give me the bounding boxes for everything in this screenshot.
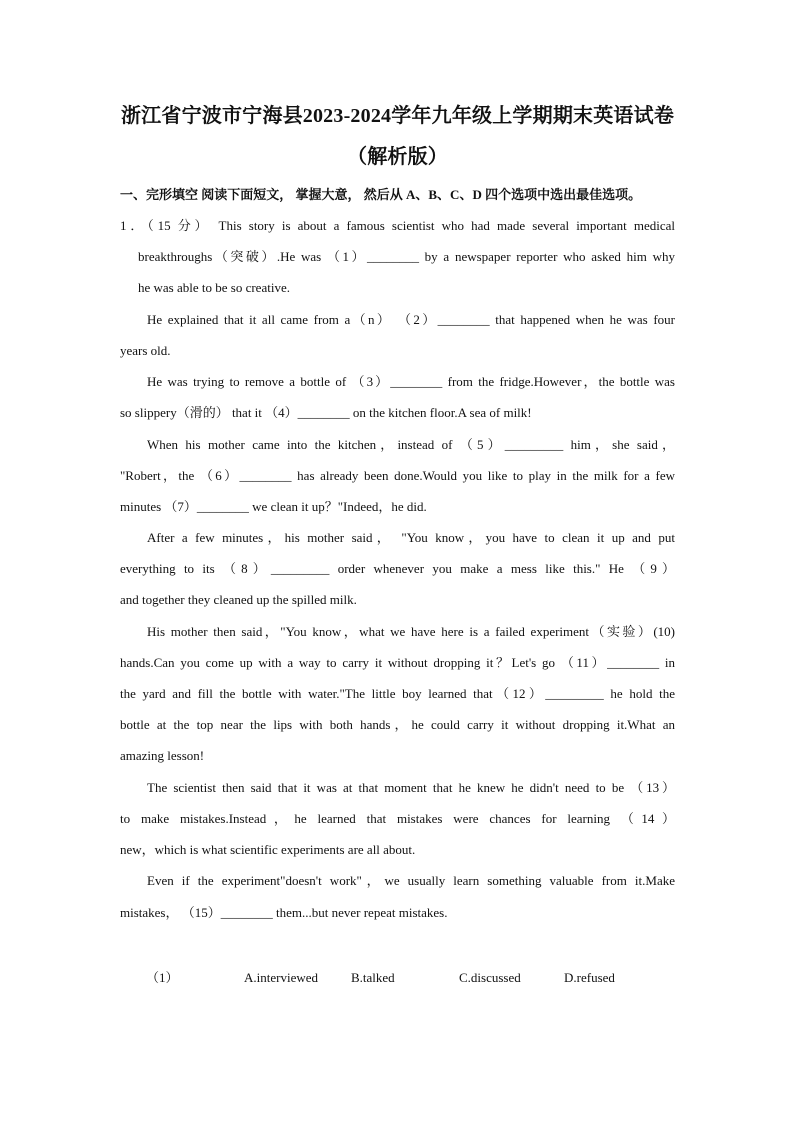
passage-line: years old. <box>120 343 171 358</box>
page-subtitle: （解析版） <box>347 146 448 168</box>
page-title: 浙江省宁波市宁海县2023-2024学年九年级上学期期末英语试卷 <box>120 105 675 127</box>
passage-line: Even if the experiment"doesn't work"，we usually learn something valuable from it.Make <box>147 873 675 888</box>
passage-line: he was able to be so creative. <box>138 280 290 295</box>
passage-line: new，which is what scientific experiments are all about. <box>120 842 416 857</box>
passage-line: breakthroughs（突破）.He was （1）________ by a newspaper reporter who asked him why <box>138 249 675 264</box>
option-d: D.refused <box>564 970 615 985</box>
passage-line: everything to its （8）_________ order whenever you make a mess like this." He （9） <box>120 561 675 576</box>
passage-line: His mother then said，"You know，what we have here is a failed experiment（实验）(10) <box>147 624 675 639</box>
passage-line: When his mother came into the kitchen，instead of （5）_________ him，she said， <box>147 437 675 452</box>
passage-line: to make mistakes.Instead，he learned that mistakes were chances for learning （14） <box>120 811 676 826</box>
passage-line: mistakes， （15）________ them...but never repeat mistakes. <box>120 905 448 920</box>
question-line: 1．（15 分） This story is about a famous scientist who had made several important medical <box>120 218 675 233</box>
passage-line: amazing lesson! <box>120 748 205 763</box>
passage-line: bottle at the top near the lips with both hands，he could carry it without dropping it.What an <box>120 717 675 732</box>
passage-line: "Robert，the （6）________ has already been done.Would you like to play in the milk for a few <box>120 468 675 483</box>
passage-line: hands.Can you come up with a way to carry it without dropping it？Let's go （11）________ in <box>120 655 675 670</box>
section-heading: 一、完形填空 阅读下面短文， 掌握大意， 然后从 A、B、C、D 四个选项中选出最佳选项。 <box>120 187 642 202</box>
option-a: A.interviewed <box>244 970 319 985</box>
passage-line: He explained that it all came from a（n） （2）________ that happened when he was four <box>147 312 675 327</box>
option-b: B.talked <box>351 970 395 985</box>
passage-line: After a few minutes，his mother said， "You know，you have to clean it up and put <box>147 530 675 545</box>
passage-line: the yard and fill the bottle with water."The little boy learned that（12）_________ he hold the <box>120 686 675 701</box>
option-c: C.discussed <box>459 970 521 985</box>
passage-line: He was trying to remove a bottle of （3）________ from the fridge.However，the bottle was <box>147 374 675 389</box>
passage-line: minutes （7）________ we clean it up？"Indeed，he did. <box>120 499 427 514</box>
question-number: （1） <box>146 970 179 985</box>
question-1-options <box>0 968 794 988</box>
passage-line: The scientist then said that it was at that moment that he knew he didn't need to be （13） <box>147 780 676 795</box>
passage-line: so slippery（滑的） that it （4）________ on the kitchen floor.A sea of milk! <box>120 405 532 420</box>
passage-line: and together they cleaned up the spilled milk. <box>120 592 357 607</box>
